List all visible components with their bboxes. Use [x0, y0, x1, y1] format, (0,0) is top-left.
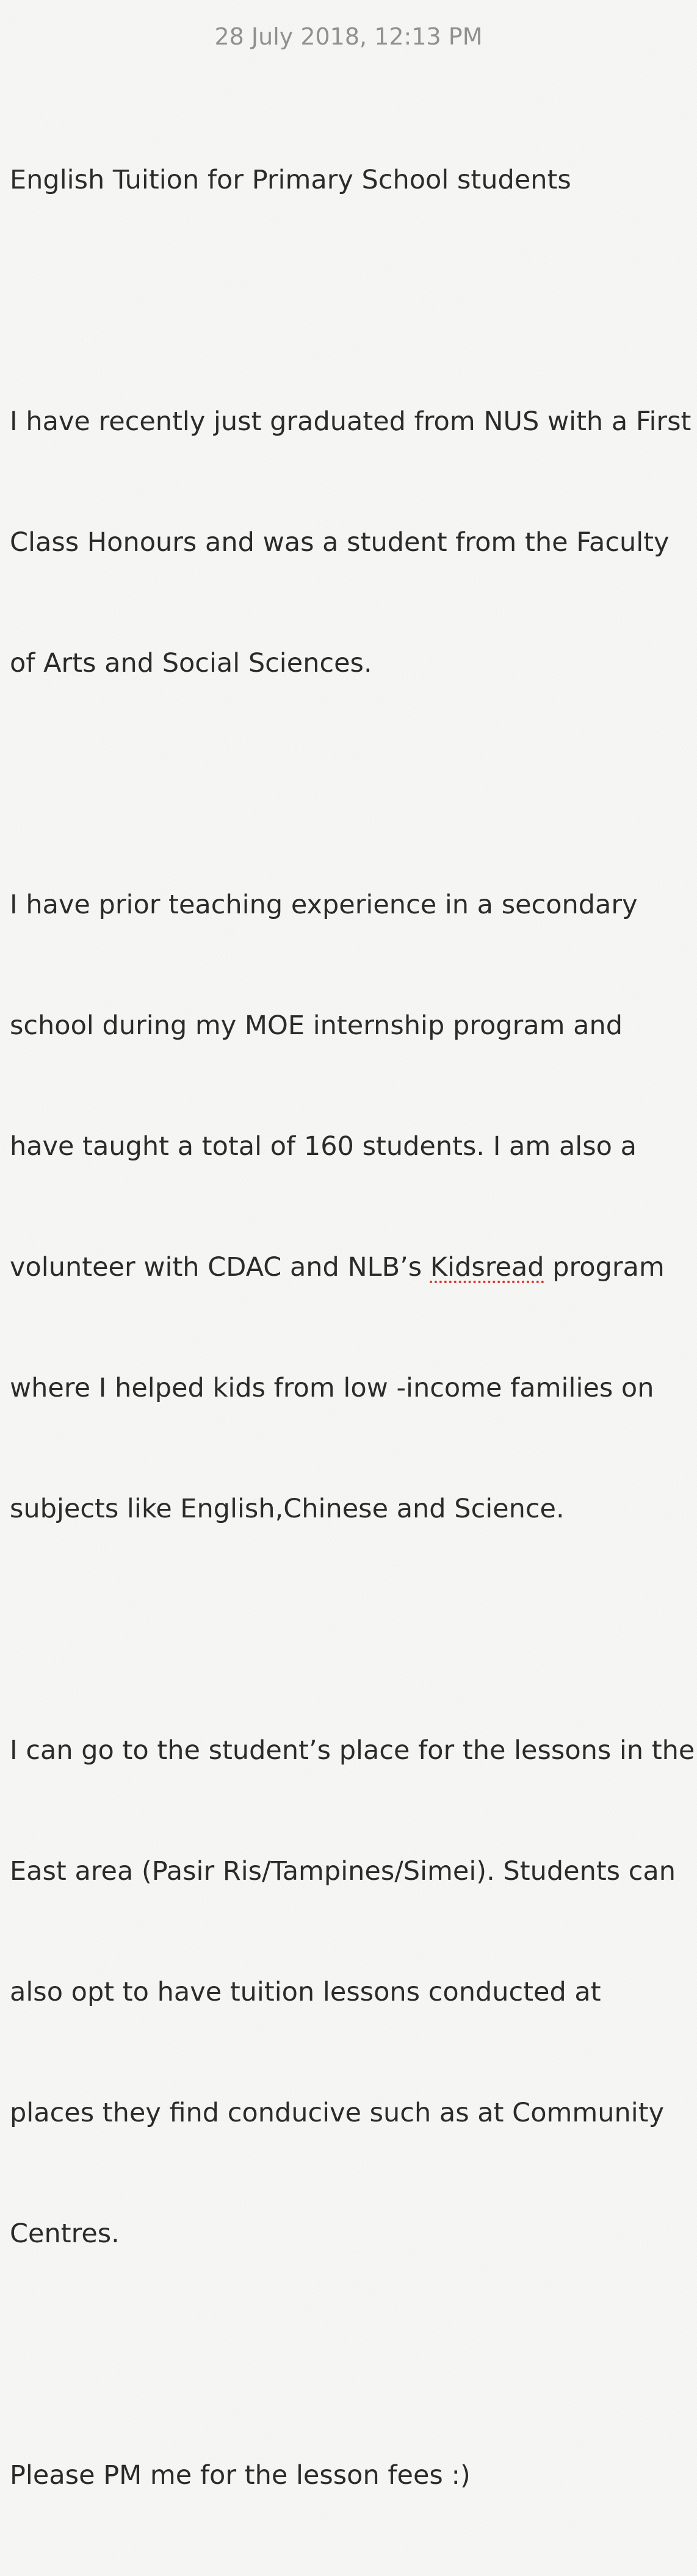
note-title [10, 79, 696, 281]
text-line: East area (Pasir Ris/Tampines/Simei). Students can [10, 1856, 676, 1887]
text-line [10, 1247, 696, 1287]
note-closing [10, 2375, 696, 2576]
text-line: places they find conducive such as at Community [10, 2098, 665, 2128]
text-line: school during my MOE internship program and [10, 1010, 623, 1041]
note-paragraph-location [10, 1650, 696, 2334]
misspelled-word-kidsread[interactable]: Kidsread [430, 1252, 544, 1283]
note-body-editor[interactable] [10, 79, 696, 2576]
text-line: Please PM me for the lesson fees :) [10, 2460, 471, 2491]
text-segment: volunteer with CDAC and NLB’s [10, 1252, 430, 1283]
text-line: subjects like English,Chinese and Science. [10, 1494, 565, 1524]
note-paragraph-experience [10, 804, 696, 1610]
text-line: also opt to have tuition lessons conducted at [10, 1977, 601, 2007]
text-line: I have recently just graduated from NUS with a First [10, 406, 692, 437]
text-line: I can go to the student’s place for the lessons in the [10, 1735, 695, 1766]
text-segment: program [544, 1252, 665, 1283]
note-paragraph-education [10, 321, 696, 764]
text-line: Centres. [10, 2218, 120, 2249]
text-line: Class Honours and was a student from the Faculty [10, 527, 670, 558]
text-line: have taught a total of 160 students. I am also a [10, 1131, 637, 1162]
text-line: of Arts and Social Sciences. [10, 648, 372, 678]
text-line: I have prior teaching experience in a secondary [10, 890, 638, 920]
text-line: where I helped kids from low -income families on [10, 1373, 654, 1403]
note-timestamp: 28 July 2018, 12:13 PM [214, 23, 483, 50]
note-title-line: English Tuition for Primary School students [10, 165, 571, 195]
